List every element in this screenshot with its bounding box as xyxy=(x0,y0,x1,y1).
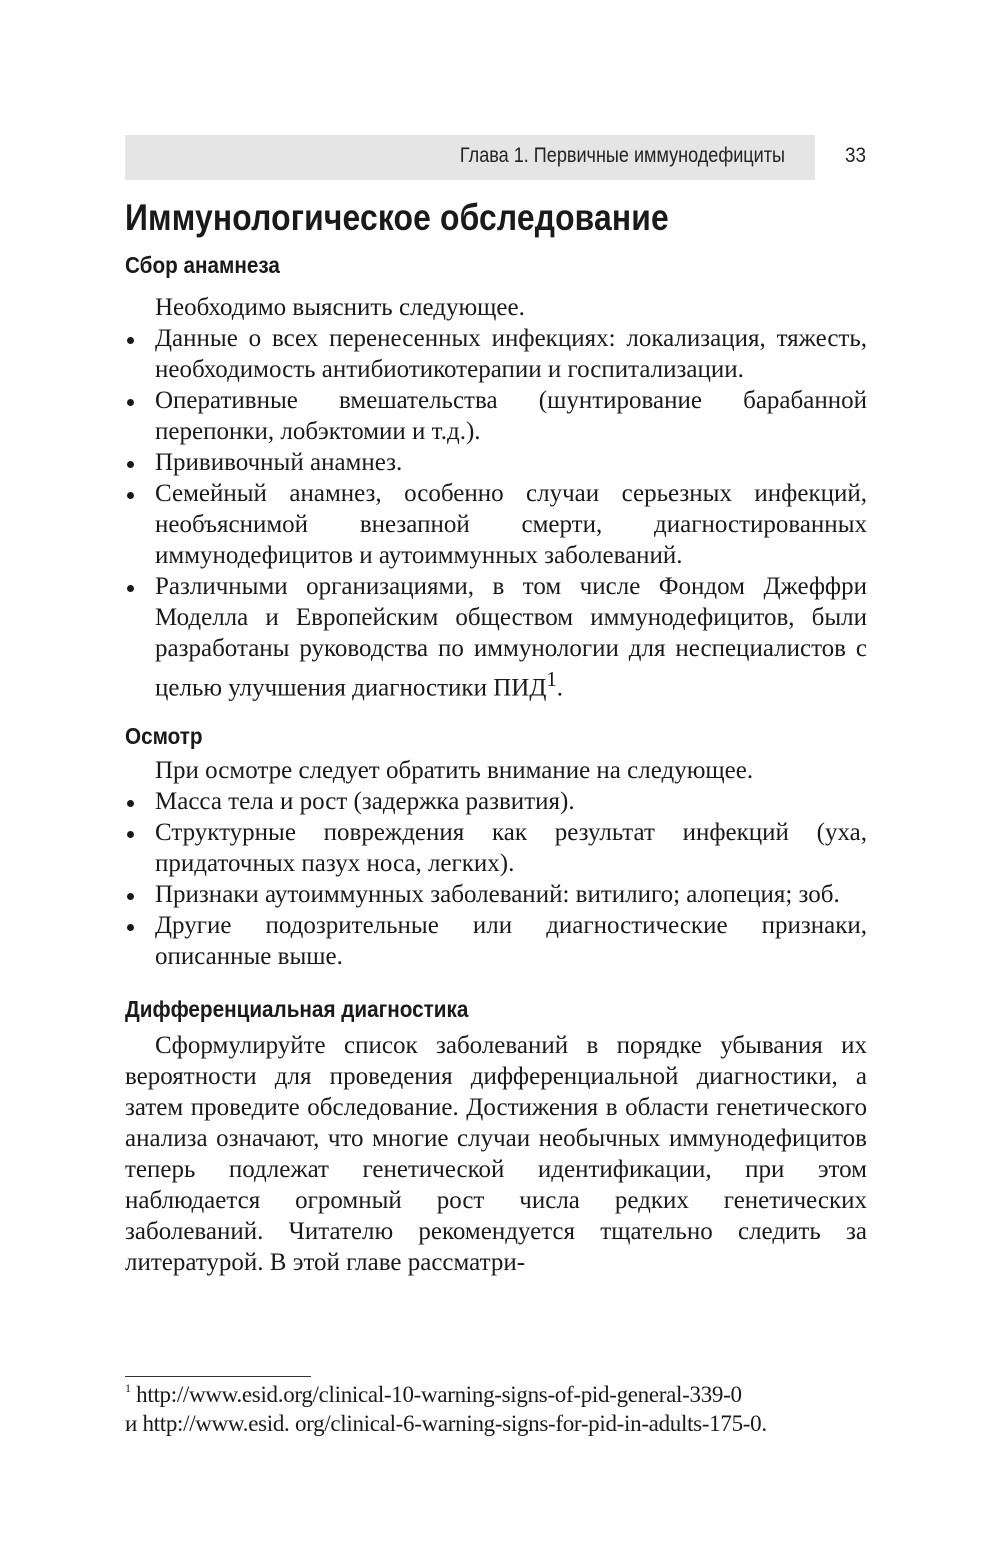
subheading-anamnesis: Сбор анамнеза xyxy=(125,252,280,278)
list-item: Другие подозрительные или диагностические признаки, описанные выше. xyxy=(125,910,867,972)
footnote-link-1[interactable]: http://www.esid.org/clinical-10-warning-signs-of-pid-general-339-0 xyxy=(136,1382,742,1407)
subheading-differential: Дифференциальная диагностика xyxy=(125,996,469,1023)
bullet-icon xyxy=(127,831,134,838)
page-content xyxy=(125,190,867,1278)
exam-intro: При осмотре следует обратить внимание на следующее. xyxy=(155,757,754,785)
list-item: Оперативные вмешательства (шунтирование барабанной перепонки, лобэктомии и т.д.). xyxy=(125,385,867,447)
section-heading: Иммунологическое обследование xyxy=(125,197,669,238)
bullet-icon xyxy=(127,893,134,900)
anamnesis-intro: Необходимо выяснить следующее. xyxy=(155,294,525,321)
exam-list xyxy=(125,786,867,972)
footnote xyxy=(125,1380,870,1438)
chapter-title: Глава 1. Первичные иммунодефициты xyxy=(459,144,785,167)
list-item: Масса тела и рост (задержка развития). xyxy=(125,786,867,817)
bullet-icon xyxy=(127,492,134,499)
list-item: Признаки аутоиммунных заболеваний: витилиго; алопеция; зоб. xyxy=(125,879,867,910)
footnote-divider xyxy=(125,1376,311,1377)
footnote-link-2[interactable]: и http://www.esid. org/clinical-6-warning-signs-for-pid-in-adults-175-0. xyxy=(125,1411,767,1436)
bullet-icon xyxy=(127,399,134,406)
footnote-mark: 1 xyxy=(125,1381,131,1395)
bullet-icon xyxy=(127,337,134,344)
anamnesis-list xyxy=(125,323,867,703)
running-head xyxy=(125,135,815,180)
list-item: Различными организациями, в том числе Фондом Джеффри Моделла и Европейским обществом иммунодефицитов, были разработаны руководства по иммунологии для неспециалистов с целью улучшения диагностики ПИД$^1$. xyxy=(125,571,867,703)
list-item: Прививочный анамнез. xyxy=(125,447,867,478)
differential-paragraph: Сформулируйте список заболеваний в порядке убывания их вероятности для проведения дифференциальной диагностики, а затем проведите обследование. Достижения в области генетического анализа означают, что многие случаи необычных иммунодефицитов теперь подлежат генетической идентификации, при этом наблюдается огромный рост числа редких генетических заболеваний. Читателю рекомендуется тщательно следить за литературой. В этой главе рассматри- xyxy=(125,1032,867,1277)
page-number: 33 xyxy=(845,144,867,167)
list-item: Структурные повреждения как результат инфекций (уха, придаточных пазух носа, легких). xyxy=(125,817,867,879)
bullet-icon xyxy=(127,461,134,468)
bullet-icon xyxy=(127,585,134,592)
bullet-icon xyxy=(127,924,134,931)
subheading-exam: Осмотр xyxy=(125,723,203,750)
footnote-ref[interactable]: 1 xyxy=(546,667,557,691)
bullet-icon xyxy=(127,800,134,807)
list-item: Данные о всех перенесенных инфекциях: локализация, тяжесть, необходимость антибиотикотерапии и госпитализации. xyxy=(125,323,867,385)
list-item: Семейный анамнез, особенно случаи серьезных инфекций, необъяснимой внезапной смерти, диагностированных иммунодефицитов и аутоиммунных заболеваний. xyxy=(125,478,867,571)
